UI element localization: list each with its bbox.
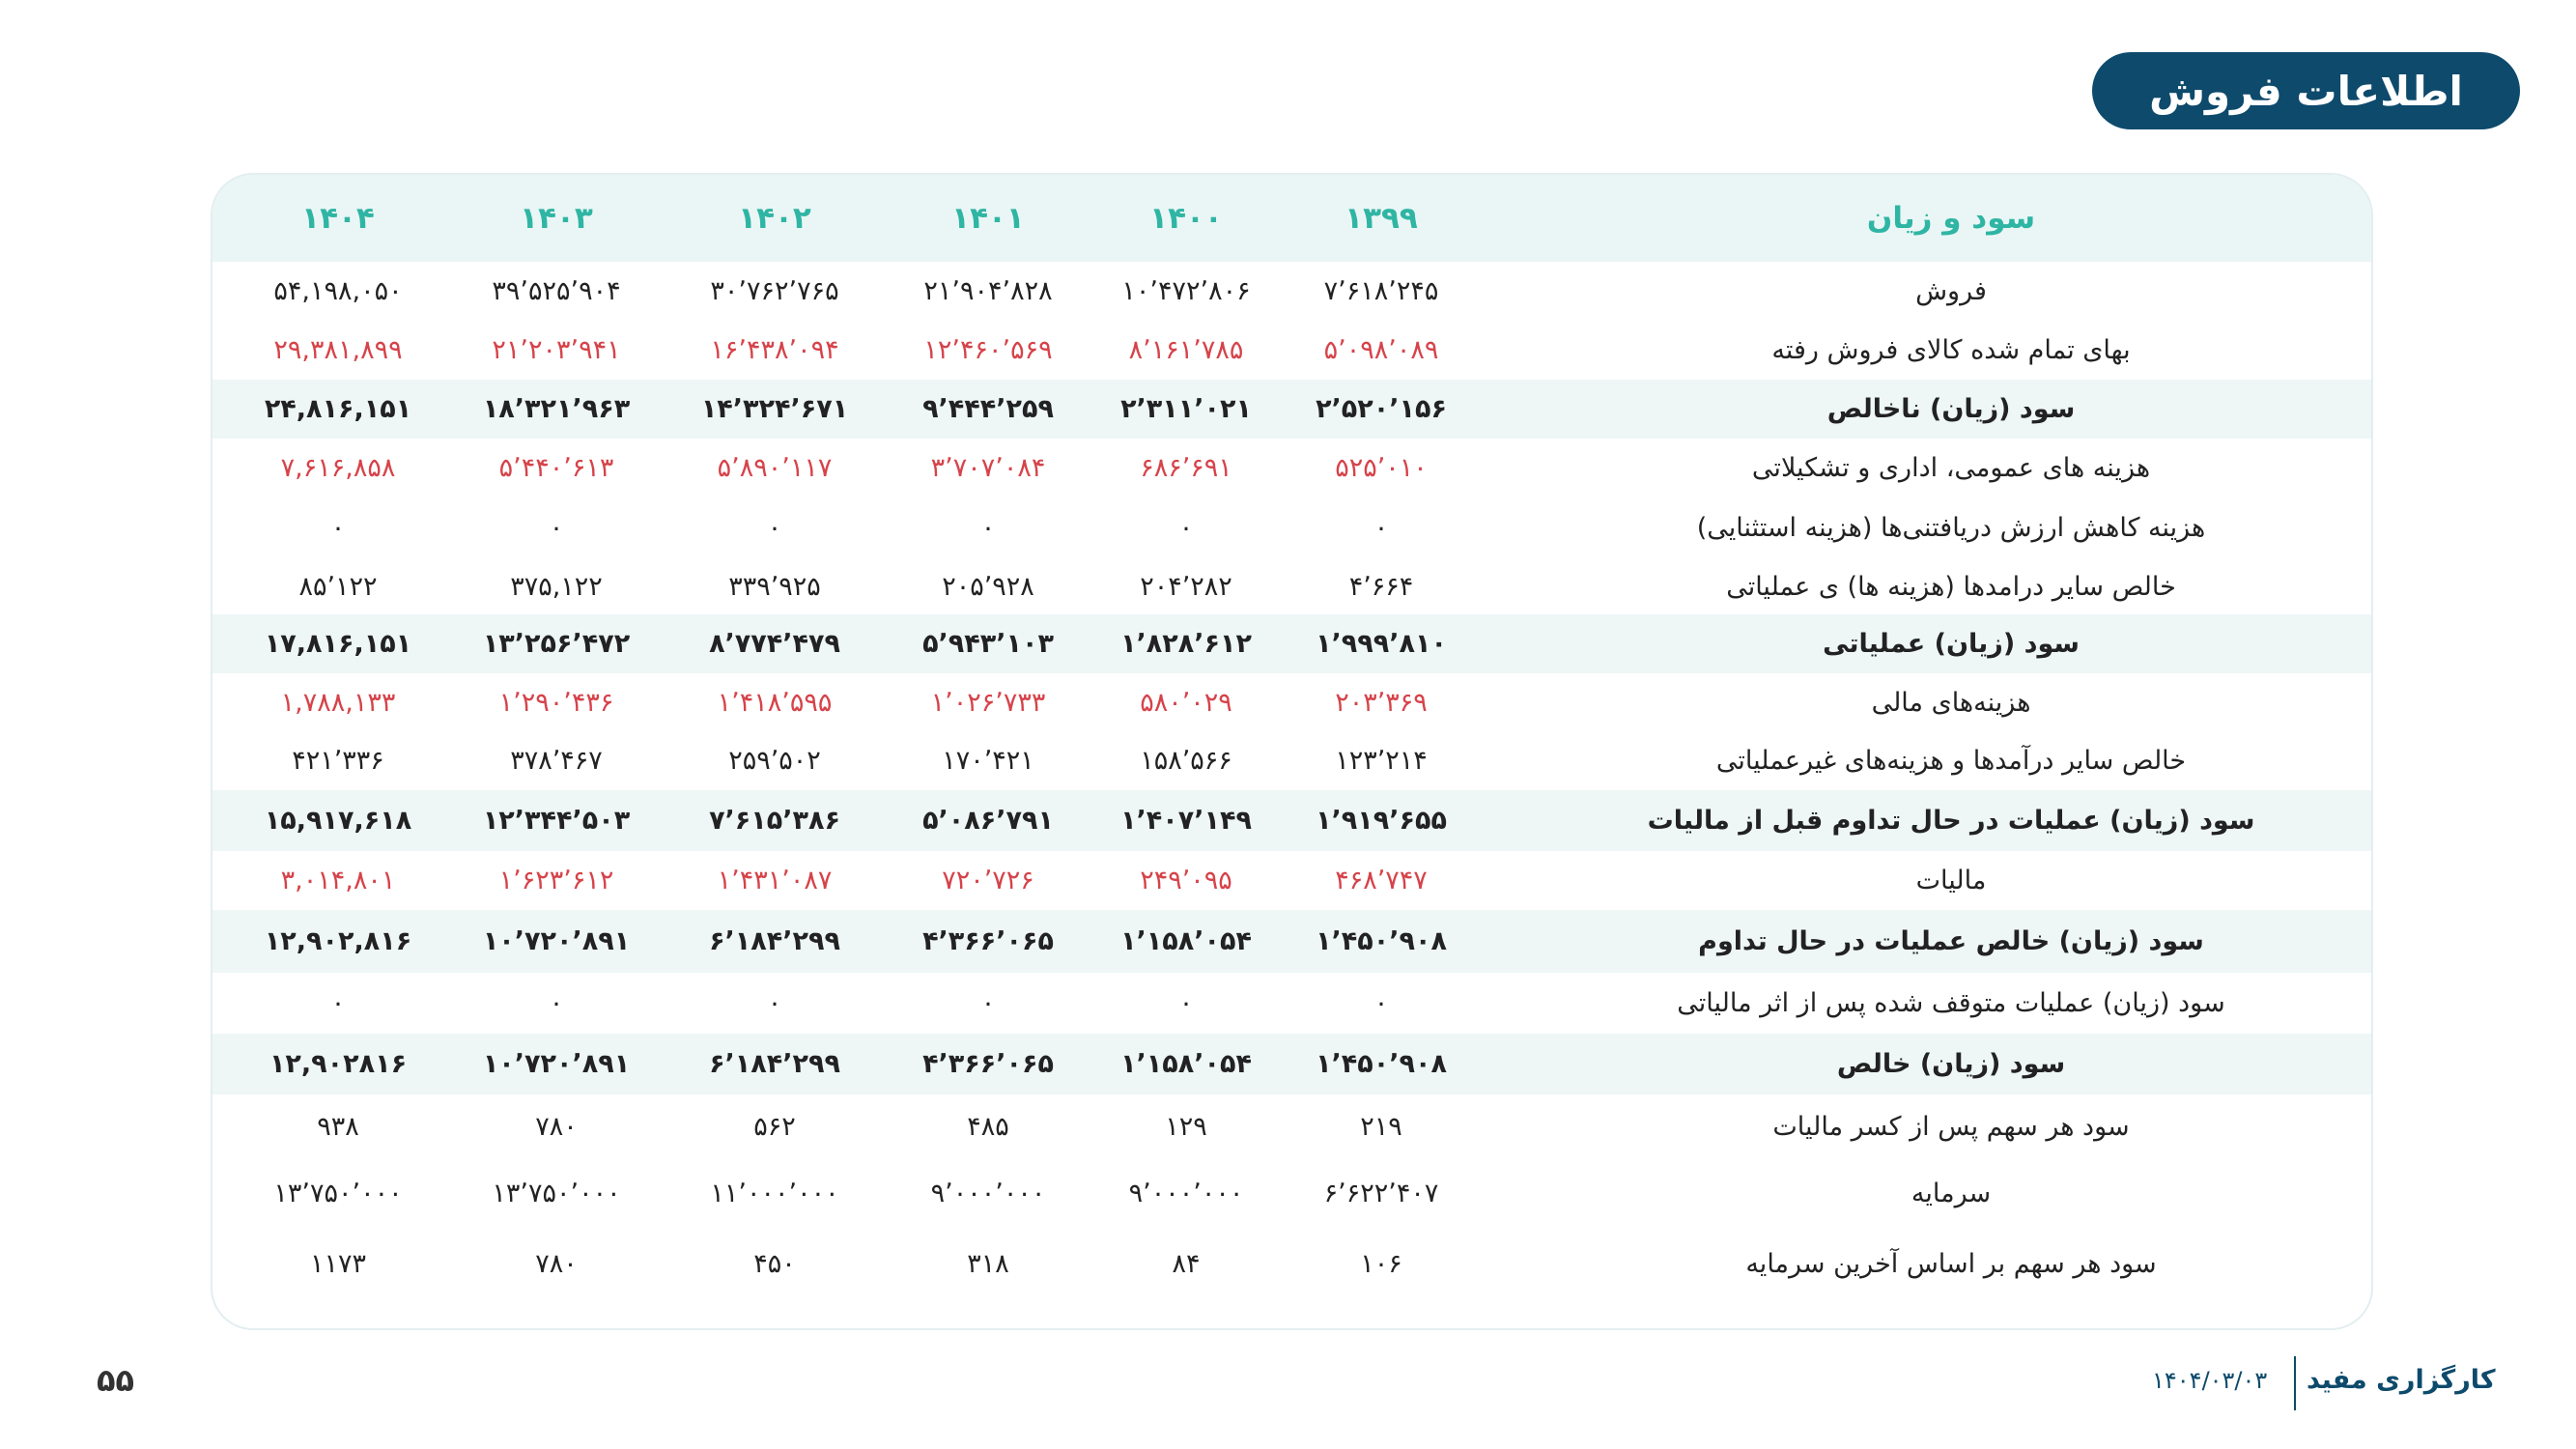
row-label: هزینه های عمومی، اداری و تشکیلاتی — [1751, 453, 2151, 483]
table-cell: ۱٬۴۳۱٬۰۸۷ — [717, 866, 833, 895]
table-cell: ۳۱۸ — [967, 1249, 1009, 1279]
table-cell: ۱۴٬۳۲۴٬۶۷۱ — [700, 394, 849, 424]
table-row — [212, 262, 2371, 321]
table-cell: ۱۷,۸۱۶,۱۵۱ — [264, 629, 412, 659]
footer-divider — [2294, 1356, 2296, 1410]
row-label: هزینه کاهش ارزش دریافتنی‌ها (هزینه استثنایی) — [1696, 513, 2206, 543]
table-cell: ۵٬۹۴۳٬۱۰۳ — [922, 629, 1054, 659]
table-cell: ۲۱٬۲۰۳٬۹۴۱ — [492, 335, 621, 365]
table-cell: ۸۴ — [1172, 1249, 1201, 1279]
year-header: ۱۳۹۹ — [1345, 201, 1418, 236]
table-row — [212, 321, 2371, 380]
table-cell: ۱۲٬۴۶۰٬۵۶۹ — [923, 335, 1053, 365]
table-cell: ۱۲,۹۰۲۸۱۶ — [269, 1049, 408, 1079]
table-cell: ۶٬۱۸۴٬۲۹۹ — [709, 1049, 840, 1079]
row-label: سود (زیان) ناخالص — [1826, 394, 2076, 424]
brand-name: کارگزاری مفید — [2307, 1365, 2496, 1395]
table-cell: ۱,۷۸۸,۱۳۳ — [280, 687, 396, 718]
table-cell: ۹۳۸ — [317, 1111, 359, 1142]
table-cell: ۰ — [980, 513, 996, 543]
table-cell: ۱۰۶ — [1360, 1249, 1402, 1279]
row-label: خالص سایر درامدها (هزینه ها) ی عملیاتی — [1726, 571, 2176, 602]
table-cell: ۱٬۹۱۹٬۶۵۵ — [1316, 806, 1447, 836]
table-cell: ۱٬۱۵۸٬۰۵۴ — [1120, 1049, 1252, 1079]
table-cell: ۱۳٬۷۵۰٬۰۰۰ — [273, 1179, 403, 1208]
row-label: سود هر سهم بر اساس آخرین سرمایه — [1745, 1249, 2157, 1279]
table-cell: ۱٬۱۵۸٬۰۵۴ — [1120, 926, 1252, 956]
table-cell: ۰ — [767, 513, 782, 543]
table-cell: ۷۸۰ — [535, 1111, 578, 1142]
table-cell: ۳۷۵,۱۲۲ — [510, 571, 603, 602]
table-row — [212, 851, 2371, 910]
table-row — [212, 380, 2371, 439]
row-label: فروش — [1915, 276, 1987, 306]
table-cell: ۰ — [980, 988, 996, 1018]
table-cell: ۳٬۷۰۷٬۰۸۴ — [930, 453, 1046, 483]
table-cell: ۱٬۴۵۰٬۹۰۸ — [1316, 1049, 1447, 1079]
table-cell: ۲۵۹٬۵۰۲ — [728, 746, 821, 776]
table-cell: ۴٬۳۶۶٬۰۶۵ — [922, 926, 1054, 956]
table-row — [212, 1229, 2371, 1299]
table-row — [212, 614, 2371, 673]
table-cell: ۱۸٬۳۲۱٬۹۶۳ — [482, 394, 631, 424]
table-cell: ۱۷۰٬۴۲۱ — [942, 746, 1034, 776]
table-cell: ۴۶۸٬۷۴۷ — [1335, 866, 1428, 895]
page-title: اطلاعات فروش — [2092, 52, 2520, 129]
row-label: سود (زیان) خالص — [1836, 1049, 2066, 1079]
table-cell: ۴٬۳۶۶٬۰۶۵ — [922, 1049, 1054, 1079]
table-cell: ۱٬۴۰۷٬۱۴۹ — [1120, 806, 1252, 836]
table-cell: ۲۱٬۹۰۴٬۸۲۸ — [923, 276, 1053, 306]
table-row — [212, 497, 2371, 558]
year-header: ۱۴۰۳ — [520, 201, 593, 236]
table-cell: ۴٬۶۶۴ — [1348, 571, 1414, 602]
table-cell: ۶٬۱۸۴٬۲۹۹ — [709, 926, 840, 956]
table-cell: ۷۸۰ — [535, 1249, 578, 1279]
table-cell: ۱۲,۹۰۲,۸۱۶ — [264, 926, 412, 956]
table-cell: ۲۰۳٬۳۶۹ — [1335, 687, 1428, 718]
table-cell: ۴۸۵ — [967, 1111, 1009, 1142]
table-cell: ۵٬۰۸۶٬۷۹۱ — [922, 806, 1054, 836]
row-label: خالص سایر درآمدها و هزینه‌های غیرعملیاتی — [1715, 746, 2187, 776]
table-cell: ۲۴,۸۱۶,۱۵۱ — [264, 394, 412, 424]
table-cell: ۵۲۵٬۰۱۰ — [1335, 453, 1428, 483]
table-cell: ۱۳٬۲۵۶٬۴۷۲ — [482, 629, 631, 659]
income-statement-table — [211, 173, 2373, 1330]
table-cell: ۰ — [330, 988, 346, 1018]
table-cell: ۴۲۱٬۳۳۶ — [292, 746, 384, 776]
report-date: ۱۴۰۴/۰۳/۰۳ — [2152, 1367, 2268, 1394]
table-cell: ۹٬۰۰۰٬۰۰۰ — [930, 1179, 1046, 1208]
table-cell: ۵۶۲ — [753, 1111, 796, 1142]
year-header: ۱۴۰۴ — [301, 201, 375, 236]
table-cell: ۴۵۰ — [753, 1249, 796, 1279]
table-cell: ۲٬۳۱۱٬۰۲۱ — [1120, 394, 1252, 424]
table-cell: ۲۱۹ — [1360, 1111, 1402, 1142]
table-cell: ۶٬۶۲۲٬۴۰۷ — [1323, 1179, 1439, 1208]
table-cell: ۳۹٬۵۲۵٬۹۰۴ — [492, 276, 621, 306]
table-row — [212, 731, 2371, 790]
table-cell: ۸۵٬۱۲۲ — [298, 571, 378, 602]
table-cell: ۵٬۰۹۸٬۰۸۹ — [1323, 335, 1439, 365]
table-cell: ۱۱۷۳ — [310, 1249, 367, 1279]
table-cell: ۰ — [1178, 513, 1194, 543]
table-cell: ۸٬۷۷۴٬۴۷۹ — [709, 629, 840, 659]
table-row — [212, 673, 2371, 731]
table-cell: ۱٬۴۵۰٬۹۰۸ — [1316, 926, 1447, 956]
table-row — [212, 1158, 2371, 1229]
table-title: سود و زیان — [1866, 201, 2036, 236]
table-cell: ۳۰٬۷۶۲٬۷۶۵ — [710, 276, 839, 306]
table-cell: ۰ — [1373, 513, 1389, 543]
table-cell: ۱٬۲۹۰٬۴۳۶ — [498, 687, 614, 718]
page-number: ۵۵ — [97, 1362, 135, 1399]
table-cell: ۱٬۸۲۸٬۶۱۲ — [1120, 629, 1252, 659]
table-cell: ۷,۶۱۶,۸۵۸ — [280, 453, 396, 483]
table-cell: ۷٬۶۱۸٬۲۴۵ — [1323, 276, 1439, 306]
table-cell: ۱۲۳٬۲۱۴ — [1335, 746, 1428, 776]
table-cell: ۳۳۹٬۹۲۵ — [728, 571, 821, 602]
row-label: مالیات — [1915, 866, 1987, 895]
table-cell: ۰ — [549, 513, 564, 543]
table-cell: ۱٬۹۹۹٬۸۱۰ — [1316, 629, 1447, 659]
table-cell: ۶۸۶٬۶۹۱ — [1140, 453, 1232, 483]
year-header: ۱۴۰۰ — [1149, 201, 1223, 236]
table-cell: ۵۸۰٬۰۲۹ — [1140, 687, 1232, 718]
table-cell: ۲۹,۳۸۱,۸۹۹ — [273, 335, 403, 365]
table-row — [212, 1094, 2371, 1158]
year-header: ۱۴۰۲ — [738, 201, 811, 236]
table-row — [212, 558, 2371, 614]
table-row — [212, 973, 2371, 1034]
row-label: سود (زیان) عملیات در حال تداوم قبل از مالیات — [1647, 806, 2255, 836]
row-label: سود هر سهم پس از کسر مالیات — [1772, 1111, 2130, 1142]
table-cell: ۲۰۴٬۲۸۲ — [1140, 571, 1232, 602]
table-cell: ۷٬۶۱۵٬۳۸۶ — [709, 806, 840, 836]
table-cell: ۰ — [767, 988, 782, 1018]
table-row — [212, 1034, 2371, 1094]
table-cell: ۵٬۴۴۰٬۶۱۳ — [498, 453, 614, 483]
table-cell: ۹٬۰۰۰٬۰۰۰ — [1128, 1179, 1244, 1208]
table-cell: ۰ — [549, 988, 564, 1018]
table-cell: ۱٬۴۱۸٬۵۹۵ — [717, 687, 833, 718]
table-cell: ۱۳٬۷۵۰٬۰۰۰ — [492, 1179, 621, 1208]
table-cell: ۱۰٬۷۲۰٬۸۹۱ — [482, 926, 631, 956]
table-cell: ۱۵,۹۱۷,۶۱۸ — [264, 806, 412, 836]
table-header — [212, 175, 2371, 262]
table-cell: ۲٬۵۲۰٬۱۵۶ — [1316, 394, 1447, 424]
table-cell: ۰ — [1373, 988, 1389, 1018]
table-cell: ۱۶٬۴۳۸٬۰۹۴ — [710, 335, 839, 365]
table-cell: ۱٬۰۲۶٬۷۳۳ — [930, 687, 1046, 718]
table-row — [212, 910, 2371, 973]
table-cell: ۱۲۹ — [1165, 1111, 1207, 1142]
table-cell: ۱۰٬۴۷۲٬۸۰۶ — [1121, 276, 1251, 306]
table-row — [212, 790, 2371, 851]
table-cell: ۱٬۶۲۳٬۶۱۲ — [498, 866, 614, 895]
table-cell: ۱۰٬۷۲۰٬۸۹۱ — [482, 1049, 631, 1079]
table-cell: ۰ — [1178, 988, 1194, 1018]
table-cell: ۲۰۵٬۹۲۸ — [942, 571, 1034, 602]
year-header: ۱۴۰۱ — [951, 201, 1025, 236]
table-cell: ۵٬۸۹۰٬۱۱۷ — [717, 453, 833, 483]
table-row — [212, 439, 2371, 497]
table-cell: ۰ — [330, 513, 346, 543]
table-cell: ۳,۰۱۴,۸۰۱ — [280, 866, 396, 895]
table-cell: ۱۲٬۳۴۴٬۵۰۳ — [482, 806, 631, 836]
table-cell: ۷۲۰٬۷۲۶ — [942, 866, 1034, 895]
row-label: هزینه‌های مالی — [1871, 687, 2031, 718]
row-label: بهای تمام شده کالای فروش رفته — [1771, 335, 2131, 365]
table-cell: ۱۵۸٬۵۶۶ — [1140, 746, 1232, 776]
table-cell: ۲۴۹٬۰۹۵ — [1140, 866, 1232, 895]
table-cell: ۹٬۴۴۴٬۲۵۹ — [922, 394, 1054, 424]
table-cell: ۵۴,۱۹۸,۰۵۰ — [273, 276, 403, 306]
row-label: سود (زیان) خالص عملیات در حال تداوم — [1698, 926, 2204, 956]
table-cell: ۳۷۸٬۴۶۷ — [510, 746, 603, 776]
row-label: سرمایه — [1911, 1179, 1992, 1208]
row-label: سود (زیان) عملیات متوقف شده پس از اثر مالیاتی — [1677, 988, 2225, 1018]
row-label: سود (زیان) عملیاتی — [1823, 629, 2080, 659]
table-cell: ۱۱٬۰۰۰٬۰۰۰ — [710, 1179, 839, 1208]
table-cell: ۸٬۱۶۱٬۷۸۵ — [1128, 335, 1244, 365]
